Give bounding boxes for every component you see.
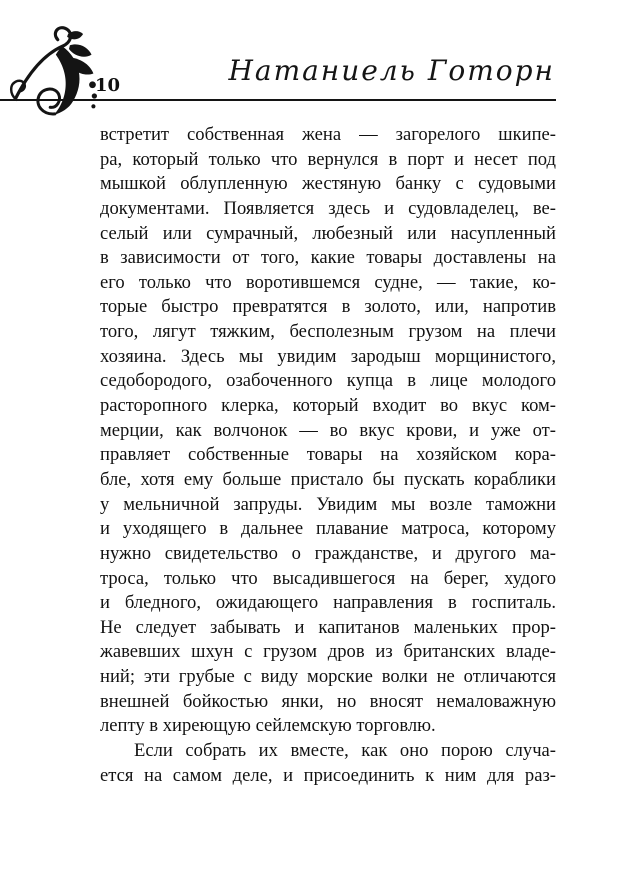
text-line: внешней бойкостью янки, но вносят немаловажную bbox=[100, 690, 556, 712]
text-line: и бледного, ожидающего направления в госпиталь. bbox=[100, 592, 556, 614]
text-line: встретит собственная жена — загорелого шкипе- bbox=[100, 124, 556, 145]
text-line: троса, только что высадившегося на берег, худого bbox=[100, 567, 556, 589]
text-line: Не следует забывать и капитанов маленьких прор- bbox=[100, 616, 556, 638]
text-line: хозяина. Здесь мы увидим зародыш морщинистого, bbox=[100, 345, 556, 367]
text-line: документами. Появляется здесь и судовладелец, ве- bbox=[100, 197, 556, 219]
text-line: ний; эти грубые с виду морские волки не отличаются bbox=[100, 666, 556, 688]
text-line: Если собрать их вместе, как оно порою случа- bbox=[134, 740, 556, 762]
text-line: правляет собственные товары на хозяйском кора- bbox=[100, 444, 556, 466]
text-line: расторопного клерка, который входит во вкус ком- bbox=[100, 395, 556, 417]
text-line: седобородого, озабоченного купца в лице молодого bbox=[100, 370, 556, 392]
text-line: и уходящего в дальнее плавание матроса, которому bbox=[100, 518, 556, 540]
text-line: жавевших шхун с грузом дров из британских владе- bbox=[100, 641, 556, 663]
text-line: торые быстро превратятся в золото, или, напротив bbox=[100, 296, 556, 318]
floral-flourish-icon bbox=[6, 8, 100, 122]
text-line: селый или сумрачный, любезный или насупленный bbox=[100, 222, 556, 244]
text-line: в зависимости от того, какие товары доставлены на bbox=[100, 247, 556, 269]
text-line: его только что воротившемся судне, — такие, ко- bbox=[100, 271, 556, 293]
text-line: того, лягут тяжким, бесполезным грузом на плечи bbox=[100, 321, 556, 343]
text-line: ра, который только что вернулся в порт и несет под bbox=[100, 148, 556, 170]
text-line: мышкой облупленную жестяную банку с судовыми bbox=[100, 173, 556, 195]
text-line: бле, хотя ему больше пристало бы пускать кораблики bbox=[100, 468, 556, 490]
text-line: нужно свидетельство о гражданстве, и другого ма- bbox=[100, 542, 556, 564]
text-block bbox=[100, 123, 556, 788]
text-line: лепту в хиреющую сейлемскую торговлю. bbox=[100, 715, 436, 737]
page-number: 10 bbox=[95, 75, 121, 96]
running-head-author: Натаниель Готорн bbox=[228, 54, 555, 87]
text-line: мерции, как волчонок — во вкус крови, и уже от- bbox=[100, 419, 556, 441]
text-line: у мельничной запруды. Увидим мы возле таможни bbox=[100, 493, 556, 515]
text-line: ется на самом деле, и присоединить к ним для раз- bbox=[100, 764, 556, 786]
header-rule bbox=[0, 99, 556, 101]
